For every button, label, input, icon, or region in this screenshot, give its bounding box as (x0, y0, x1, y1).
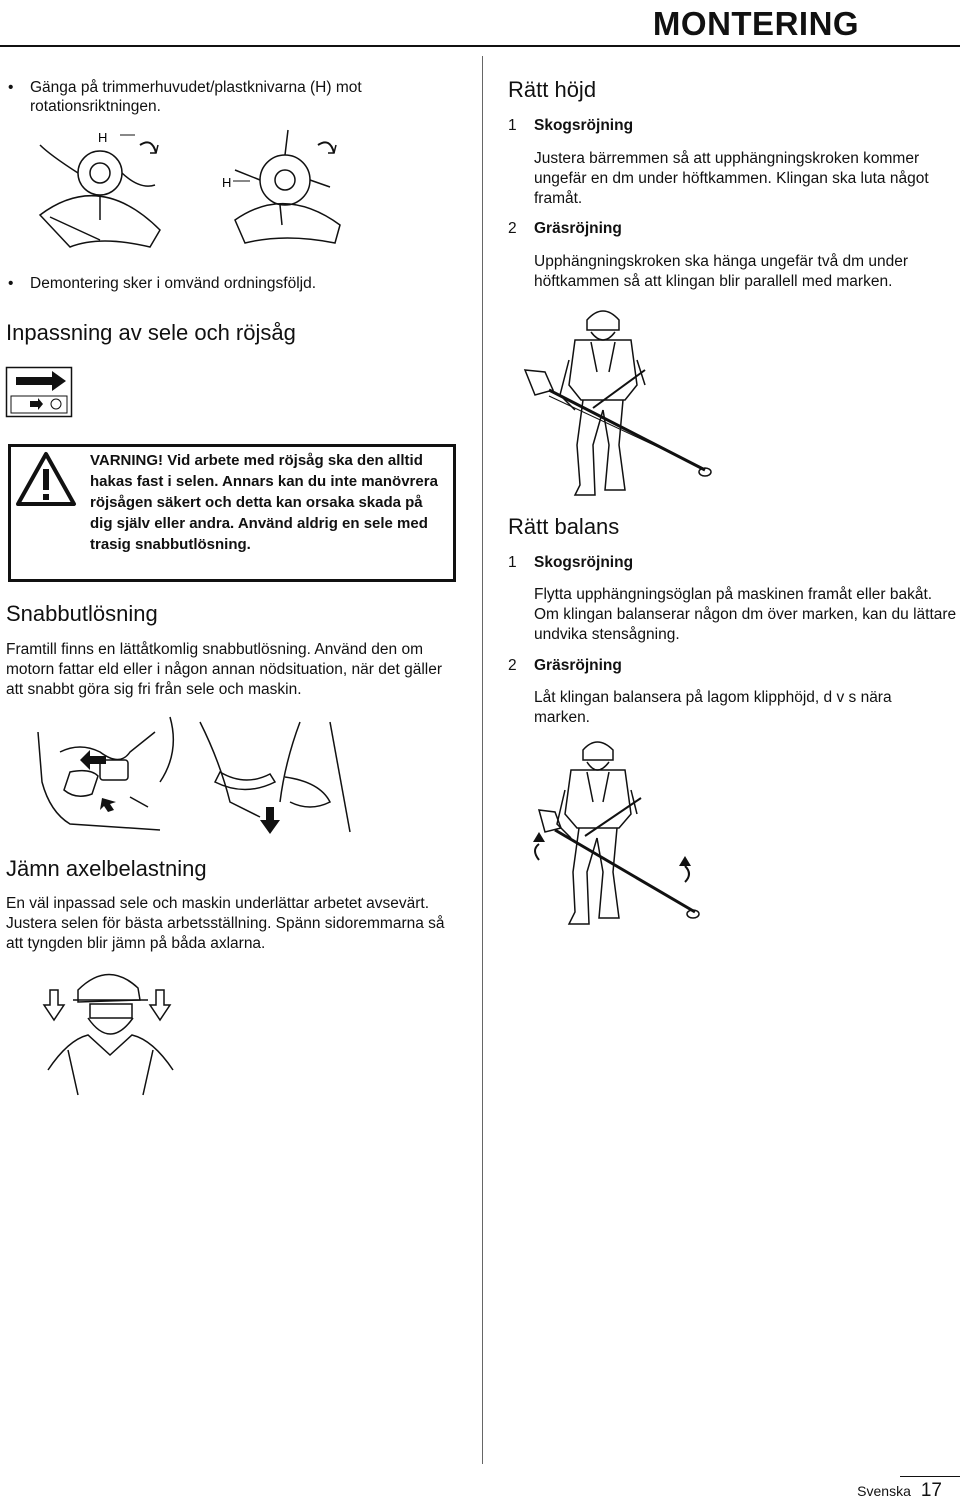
page-footer (857, 1480, 942, 1502)
operator-shoulder-illustration (28, 960, 178, 1095)
section-heading: Snabbutlösning (6, 601, 158, 626)
item-text: Upphängningskroken ska hänga ungefär två dm under höftkammen så att klingan blir parallell med marken. (534, 253, 908, 290)
harness-arrow-icon (6, 367, 72, 417)
item-label: Skogsröjning (534, 117, 634, 134)
page-number: 17 (920, 1480, 942, 1501)
item-number: 2 (508, 657, 517, 674)
section-heading: Inpassning av sele och röjsåg (6, 320, 296, 345)
item-text: Justera bärremmen så att upphängningskroken kommer ungefär en dm under höftkammen. Klingan ska luta något framåt. (534, 150, 929, 207)
label-h: H (222, 175, 232, 190)
section-text: En väl inpassad sele och maskin underlättar arbetet avsevärt. Justera selen för bästa arbetsställning. Spänn sidoremmarna så att tyngden blir jämn på båda axlarna. (6, 895, 445, 952)
label-h: H (98, 130, 108, 145)
footer-language: Svenska (857, 1483, 911, 1499)
header-rule (0, 45, 960, 47)
item-number: 1 (508, 117, 517, 134)
item-text: Flytta upphängningsöglan på maskinen framåt eller bakåt. Om klingan balanserar någon dm över marken, kan du lättare undvika stensågning. (534, 586, 957, 643)
warning-triangle-icon (16, 452, 76, 506)
warning-text: VARNING! Vid arbete med röjsåg ska den alltid hakas fast i selen. Annars kan du inte manövrera röjsågen säkert och detta kan orsaka skada på dig själv eller andra. Använd aldrig en sele med trasig snabbutlösning. (90, 452, 438, 553)
operator-balance-illustration (525, 732, 725, 932)
footer-rule (900, 1476, 960, 1477)
item-text: Låt klingan balansera på lagom klipphöjd, d v s nära marken. (534, 689, 892, 726)
item-label: Skogsröjning (534, 554, 634, 571)
item-number: 1 (508, 554, 517, 571)
bullet-item: • Gänga på trimmerhuvudet/plastknivarna (H) mot rotationsriktningen. (8, 79, 362, 115)
page-title: MONTERING (652, 5, 860, 42)
quick-release-illustration (30, 712, 370, 837)
section-heading: Jämn axelbelastning (6, 856, 207, 881)
item-label: Gräsröjning (534, 220, 622, 237)
bullet-text: Demontering sker i omvänd ordningsföljd. (30, 275, 317, 292)
trimmer-head-illustration (30, 125, 330, 265)
operator-height-illustration (505, 300, 725, 510)
section-heading: Rätt balans (508, 514, 620, 539)
column-divider (482, 56, 483, 1464)
section-text: Framtill finns en lättåtkomlig snabbutlösning. Använd den om motorn fattar eld eller i någon annan nödsituation, när det gäller att snabbt göra sig fri från sele och maskin. (6, 641, 443, 698)
item-number: 2 (508, 220, 517, 237)
section-heading: Rätt höjd (508, 77, 597, 102)
item-label: Gräsröjning (534, 657, 622, 674)
bullet-item: • Demontering sker i omvänd ordningsföljd. (8, 275, 317, 292)
bullet-text: Gänga på trimmerhuvudet/plastknivarna (H) mot rotationsriktningen. (30, 79, 362, 115)
